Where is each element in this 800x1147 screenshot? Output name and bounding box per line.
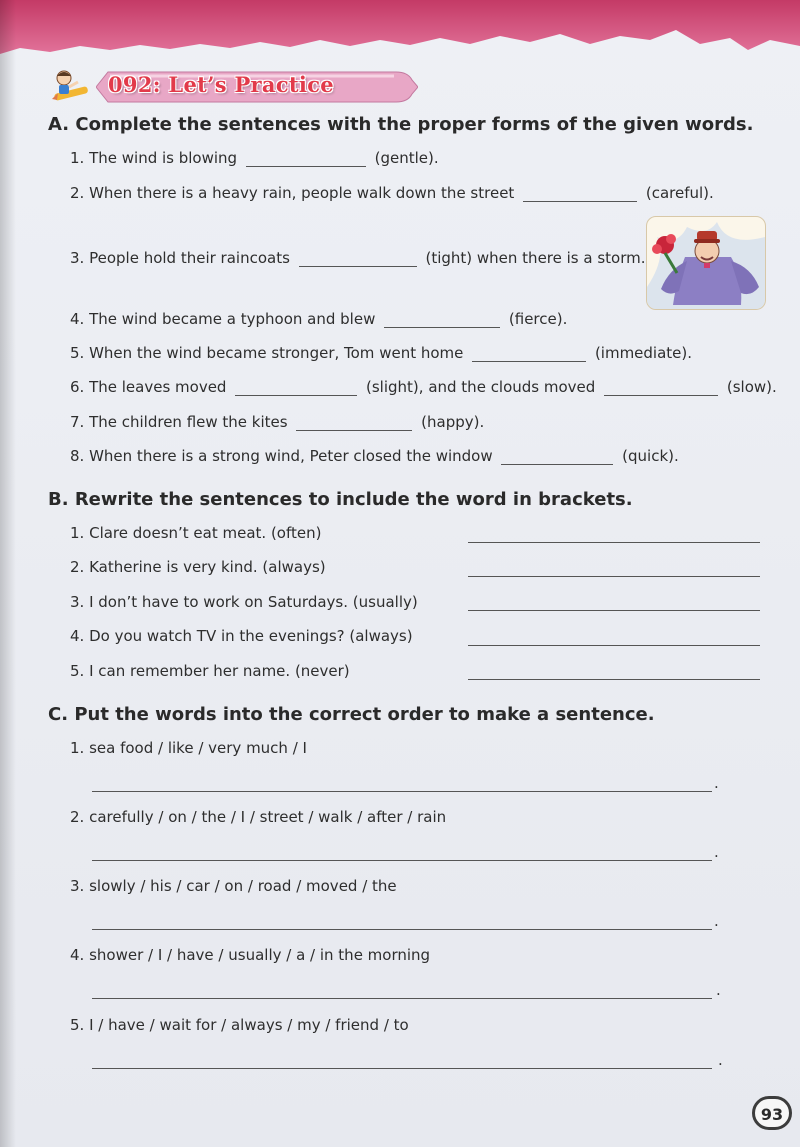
rewrite-answer-line[interactable]	[468, 575, 760, 577]
section-a-item-1	[70, 148, 439, 167]
item-number: 2.	[70, 184, 85, 202]
sentence-start: When there is a strong wind, Peter closed the window	[89, 447, 493, 465]
given-word-2: (slow).	[726, 378, 777, 396]
section-a-item-4	[70, 309, 567, 328]
item-number: 3.	[70, 877, 85, 895]
item-number: 4.	[70, 627, 85, 645]
item-number: 3.	[70, 249, 85, 267]
item-text: sea food / like / very much / I	[89, 739, 307, 757]
answer-blank[interactable]	[296, 412, 412, 431]
page-number: 93	[752, 1096, 792, 1130]
section-b-item-5	[70, 662, 350, 680]
section-a-item-8	[70, 446, 679, 465]
answer-blank-2[interactable]	[604, 377, 718, 396]
page-title: 092: Let’s Practice	[108, 72, 334, 97]
page-binding-shadow	[0, 0, 16, 1147]
section-a-item-7	[70, 412, 484, 431]
item-number: 3.	[70, 593, 85, 611]
sentence-answer-line[interactable]	[92, 928, 712, 930]
section-c-item-1	[70, 739, 307, 757]
sentence-answer-line[interactable]	[92, 1067, 712, 1069]
period-mark: .	[716, 981, 721, 999]
sentence-answer-line[interactable]	[92, 859, 712, 861]
given-word: (slight), and the clouds moved	[366, 378, 596, 396]
item-text: slowly / his / car / on / road / moved / the	[89, 877, 397, 895]
item-number: 1.	[70, 149, 85, 167]
section-b-heading: B. Rewrite the sentences to include the word in brackets.	[48, 489, 633, 510]
section-b-item-2	[70, 558, 326, 576]
period-mark: .	[714, 912, 719, 930]
answer-blank[interactable]	[472, 343, 586, 362]
answer-blank[interactable]	[299, 248, 417, 267]
section-c-item-3	[70, 877, 397, 895]
given-word: (gentle).	[374, 149, 439, 167]
item-number: 5.	[70, 1016, 85, 1034]
given-word: (tight) when there is a storm.	[425, 249, 646, 267]
item-number: 2.	[70, 808, 85, 826]
period-mark: .	[714, 843, 719, 861]
item-number: 6.	[70, 378, 85, 396]
item-text: I can remember her name. (never)	[89, 662, 350, 680]
rewrite-answer-line[interactable]	[468, 609, 760, 611]
answer-blank[interactable]	[384, 309, 500, 328]
item-text: Katherine is very kind. (always)	[89, 558, 326, 576]
item-number: 5.	[70, 662, 85, 680]
section-c-item-5	[70, 1016, 409, 1034]
rewrite-answer-line[interactable]	[468, 541, 760, 543]
item-number: 8.	[70, 447, 85, 465]
section-c-item-4	[70, 946, 430, 964]
sentence-answer-line[interactable]	[92, 997, 712, 999]
period-mark: .	[718, 1051, 723, 1069]
given-word: (happy).	[421, 413, 485, 431]
sentence-start: The wind became a typhoon and blew	[89, 310, 376, 328]
given-word: (quick).	[622, 447, 679, 465]
section-a-heading: A. Complete the sentences with the proper forms of the given words.	[48, 114, 754, 135]
sentence-start: People hold their raincoats	[89, 249, 290, 267]
sentence-answer-line[interactable]	[92, 790, 712, 792]
rewrite-answer-line[interactable]	[468, 678, 760, 680]
sentence-start: When the wind became stronger, Tom went home	[89, 344, 464, 362]
section-a-item-3	[70, 248, 646, 267]
item-text: shower / I / have / usually / a / in the morning	[89, 946, 431, 964]
sentence-start: The wind is blowing	[89, 149, 238, 167]
section-b-item-4	[70, 627, 413, 645]
section-a-item-6	[70, 377, 777, 396]
item-text: I don’t have to work on Saturdays. (usually)	[89, 593, 418, 611]
sentence-start: When there is a heavy rain, people walk down the street	[89, 184, 515, 202]
section-c-item-2	[70, 808, 446, 826]
answer-blank[interactable]	[523, 183, 637, 202]
section-b-item-3	[70, 593, 418, 611]
answer-blank[interactable]	[501, 446, 613, 465]
item-number: 1.	[70, 524, 85, 542]
item-text: Do you watch TV in the evenings? (always)	[89, 627, 413, 645]
rewrite-answer-line[interactable]	[468, 644, 760, 646]
item-number: 2.	[70, 558, 85, 576]
item-number: 7.	[70, 413, 85, 431]
given-word: (careful).	[645, 184, 714, 202]
item-number: 4.	[70, 310, 85, 328]
section-b-item-1	[70, 524, 321, 542]
item-text: I / have / wait for / always / my / friend / to	[89, 1016, 409, 1034]
item-number: 4.	[70, 946, 85, 964]
given-word: (immediate).	[594, 344, 693, 362]
man-in-wind-icon	[647, 217, 765, 309]
section-a-item-5	[70, 343, 692, 362]
student-with-pencil-icon	[48, 66, 96, 106]
item-text: Clare doesn’t eat meat. (often)	[89, 524, 322, 542]
item-number: 5.	[70, 344, 85, 362]
period-mark: .	[714, 774, 719, 792]
answer-blank[interactable]	[246, 148, 366, 167]
sentence-start: The children flew the kites	[89, 413, 288, 431]
given-word: (fierce).	[508, 310, 568, 328]
section-a-item-2	[70, 183, 714, 202]
section-c-heading: C. Put the words into the correct order to make a sentence.	[48, 704, 655, 725]
item-number: 1.	[70, 739, 85, 757]
item-text: carefully / on / the / I / street / walk / after / rain	[89, 808, 447, 826]
storm-illustration	[646, 216, 766, 310]
sentence-start: The leaves moved	[89, 378, 227, 396]
answer-blank[interactable]	[235, 377, 357, 396]
